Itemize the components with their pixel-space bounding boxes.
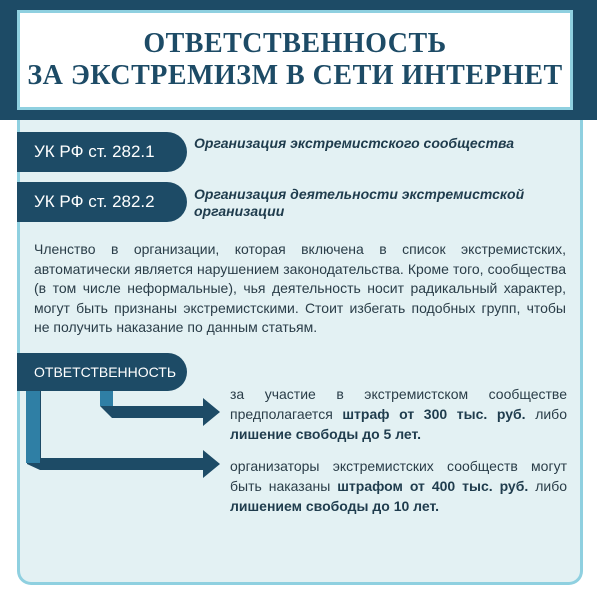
arrow-to-item-1 xyxy=(100,391,220,426)
article-tag-282-2: УК РФ ст. 282.2 xyxy=(17,182,187,222)
connector-bar-light xyxy=(26,391,40,463)
page-title-line-1: ОТВЕТСТВЕННОСТЬ xyxy=(143,28,447,59)
membership-paragraph: Членство в организации, которая включена в список экстремистских, автоматически является нарушением законодательства. Кроме того, сообщества (в том числе неформальные), чья деятельность носит радикальный характер, могут быть признаны экстремистскими. Стоит избегать подобных групп, чтобы не получить наказание по данным статьям. xyxy=(34,241,566,335)
prison-term-1: лишение свободы до 5 лет. xyxy=(230,426,422,442)
fine-amount-1: штраф от 300 тыс. руб. xyxy=(342,406,526,422)
article-description-282-1: Организация экстремистского сообщества xyxy=(194,135,515,151)
responsibility-item-1: за участие в экстремистском сообществе предполагается штраф от 300 тыс. руб. либо лишение свободы до 5 лет. xyxy=(230,386,567,442)
responsibility-tag: ОТВЕТСТВЕННОСТЬ xyxy=(17,353,187,391)
prison-term-2: лишением свободы до 10 лет. xyxy=(230,498,439,514)
page-title-line-2: ЗА ЭКСТРЕМИЗМ В СЕТИ ИНТЕРНЕТ xyxy=(27,60,563,91)
article-description-282-2: Организация деятельности экстремистской организации xyxy=(194,186,525,219)
responsibility-item-2: организаторы экстремистских сообществ могут быть наказаны штрафом от 400 тыс. руб. либо лишением свободы до 10 лет. xyxy=(230,458,567,514)
fine-amount-2: штрафом от 400 тыс. руб. xyxy=(337,478,529,494)
arrow-to-item-2 xyxy=(27,390,220,478)
article-tag-282-1: УК РФ ст. 282.1 xyxy=(17,132,187,172)
connector-bar-short xyxy=(100,391,113,406)
